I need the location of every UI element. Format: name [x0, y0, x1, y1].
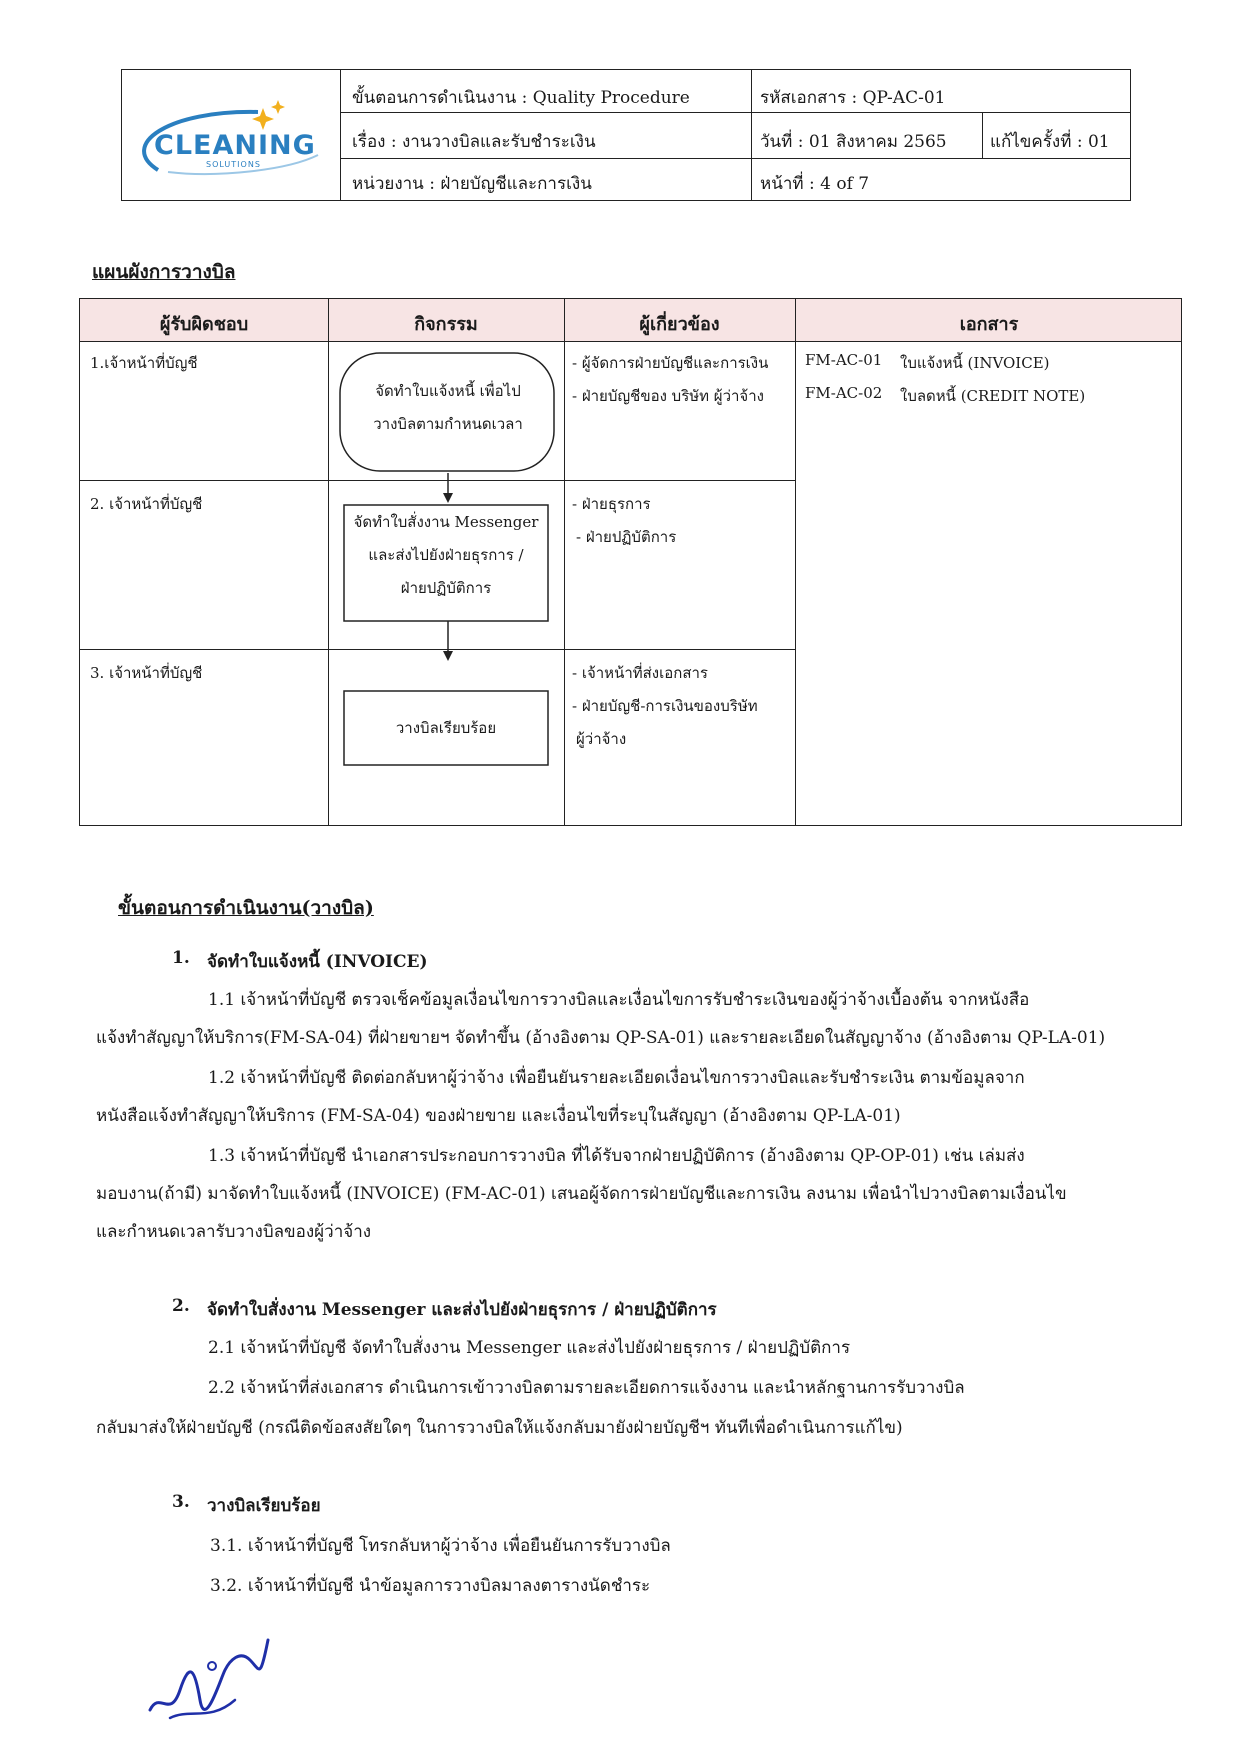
row3-responsible: 3. เจ้าหน้าที่บัญชี [90, 664, 203, 682]
company-logo [128, 100, 328, 180]
step1-line2: แจ้งทำสัญญาให้บริการ(FM-SA-04) ที่ฝ่ายขายฯ จัดทำขึ้น (อ้างอิงตาม QP-SA-01) และรายละเอียดในสัญญาจ้าง (อ้างอิงตาม QP-LA-01) [96, 1028, 1106, 1048]
col-activity: กิจกรรม [414, 314, 478, 335]
department: หน่วยงาน : ฝ่ายบัญชีและการเงิน [352, 174, 592, 194]
row3-related-1: - เจ้าหน้าที่ส่งเอกสาร [572, 664, 708, 682]
procedure-label: ขั้นตอนการดำเนินงาน : Quality Procedure [352, 88, 690, 108]
doc1-code: FM-AC-01 [805, 351, 883, 369]
doc2-name: ใบลดหนี้ (CREDIT NOTE) [900, 387, 1086, 405]
step2-num: 2. [172, 1296, 190, 1316]
step1-line5: 1.3 เจ้าหน้าที่บัญชี นำเอกสารประกอบการวางบิล ที่ได้รับจากฝ่ายปฏิบัติการ (อ้างอิงตาม QP-OP-01) เช่น เล่มส่ง [208, 1146, 1025, 1166]
step3-line1: 3.1. เจ้าหน้าที่บัญชี โทรกลับหาผู้ว่าจ้าง เพื่อยืนยันการรับวางบิล [210, 1536, 671, 1556]
row2-responsible: 2. เจ้าหน้าที่บัญชี [90, 495, 203, 513]
issue-date: วันที่ : 01 สิงหาคม 2565 [760, 132, 947, 152]
step2-line3: กลับมาส่งให้ฝ่ายบัญชี (กรณีติดข้อสงสัยใดๆ ในการวางบิลให้แจ้งกลับมายังฝ่ายบัญชีฯ ทันทีเพื่อดำเนินการแก้ไข) [96, 1418, 903, 1438]
step1-line4: หนังสือแจ้งทำสัญญาให้บริการ (FM-SA-04) ของฝ่ายขาย และเงื่อนไขที่ระบุในสัญญา (อ้างอิงตาม QP-LA-01) [96, 1106, 901, 1126]
step2-title: จัดทำใบสั่งงาน Messenger และส่งไปยังฝ่ายธุรการ / ฝ่ายปฏิบัติการ [207, 1300, 717, 1320]
row1-responsible: 1.เจ้าหน้าที่บัญชี [90, 354, 198, 372]
step1-line3: 1.2 เจ้าหน้าที่บัญชี ติดต่อกลับหาผู้ว่าจ้าง เพื่อยืนยันรายละเอียดเงื่อนไขการวางบิลและรับชำระเงิน ตามข้อมูลจาก [208, 1068, 1025, 1088]
row1-related-1: - ผู้จัดการฝ่ายบัญชีและการเงิน [572, 354, 769, 372]
flow-title: แผนผังการวางบิล [92, 261, 236, 283]
col-related: ผู้เกี่ยวข้อง [639, 314, 720, 335]
step2-line2: 2.2 เจ้าหน้าที่ส่งเอกสาร ดำเนินการเข้าวางบิลตามรายละเอียดการแจ้งงาน และนำหลักฐานการรับวางบิล [208, 1378, 965, 1398]
col-documents: เอกสาร [959, 314, 1019, 335]
row1-activity [338, 375, 558, 441]
col-responsible: ผู้รับผิดชอบ [159, 314, 249, 335]
row2-activity-line3: ฝ่ายปฏิบัติการ [400, 579, 492, 597]
logo-subtitle: SOLUTIONS [206, 160, 261, 169]
doc-code: รหัสเอกสาร : QP-AC-01 [760, 88, 946, 108]
step1-title: จัดทำใบแจ้งหนี้ (INVOICE) [207, 952, 428, 972]
row2-related-1: - ฝ่ายธุรการ [572, 495, 651, 513]
step1-line6: มอบงาน(ถ้ามี) มาจัดทำใบแจ้งหนี้ (INVOICE) (FM-AC-01) เสนอผู้จัดการฝ่ายบัญชีและการเงิน ลงนาม เพื่อนำไปวางบิลตามเงื่อนไข [96, 1184, 1067, 1204]
signature [140, 1630, 280, 1730]
steps-title: ขั้นตอนการดำเนินงาน(วางบิล) [118, 897, 374, 919]
step3-num: 3. [172, 1492, 190, 1512]
doc2-code: FM-AC-02 [805, 384, 883, 402]
flow-table [79, 298, 1182, 826]
step1-line1: 1.1 เจ้าหน้าที่บัญชี ตรวจเช็คข้อมูลเงื่อนไขการวางบิลและเงื่อนไขการรับชำระเงินของผู้ว่าจ้างเบื้องต้น จากหนังสือ [208, 990, 1030, 1010]
row1-related-2: - ฝ่ายบัญชีของ บริษัท ผู้ว่าจ้าง [572, 387, 764, 405]
row3-activity: วางบิลเรียบร้อย [395, 719, 497, 737]
row2-activity-line1: จัดทำใบสั่งงาน Messenger [353, 513, 539, 531]
row2-related-2: - ฝ่ายปฏิบัติการ [576, 528, 677, 546]
step3-title: วางบิลเรียบร้อย [207, 1496, 321, 1516]
row2-activity [344, 506, 548, 605]
row1-activity-line1: จัดทำใบแจ้งหนี้ เพื่อไป [375, 382, 521, 400]
row3-related-2: - ฝ่ายบัญชี-การเงินของบริษัท [572, 697, 758, 715]
doc1-name: ใบแจ้งหนี้ (INVOICE) [900, 354, 1050, 372]
step1-num: 1. [172, 948, 190, 968]
step2-line1: 2.1 เจ้าหน้าที่บัญชี จัดทำใบสั่งงาน Messenger และส่งไปยังฝ่ายธุรการ / ฝ่ายปฏิบัติการ [208, 1338, 851, 1358]
step3-line2: 3.2. เจ้าหน้าที่บัญชี นำข้อมูลการวางบิลมาลงตารางนัดชำระ [210, 1576, 651, 1596]
row2-activity-line2: และส่งไปยังฝ่ายธุรการ / [368, 546, 524, 564]
revision: แก้ไขครั้งที่ : 01 [990, 132, 1110, 152]
row1-activity-line2: วางบิลตามกำหนดเวลา [373, 415, 523, 433]
subject: เรื่อง : งานวางบิลและรับชำระเงิน [352, 132, 596, 152]
row3-related-3: ผู้ว่าจ้าง [576, 730, 627, 748]
logo-name: CLEANING [154, 130, 316, 161]
page-number: หน้าที่ : 4 of 7 [760, 174, 870, 194]
step1-line7: และกำหนดเวลารับวางบิลของผู้ว่าจ้าง [96, 1222, 372, 1242]
